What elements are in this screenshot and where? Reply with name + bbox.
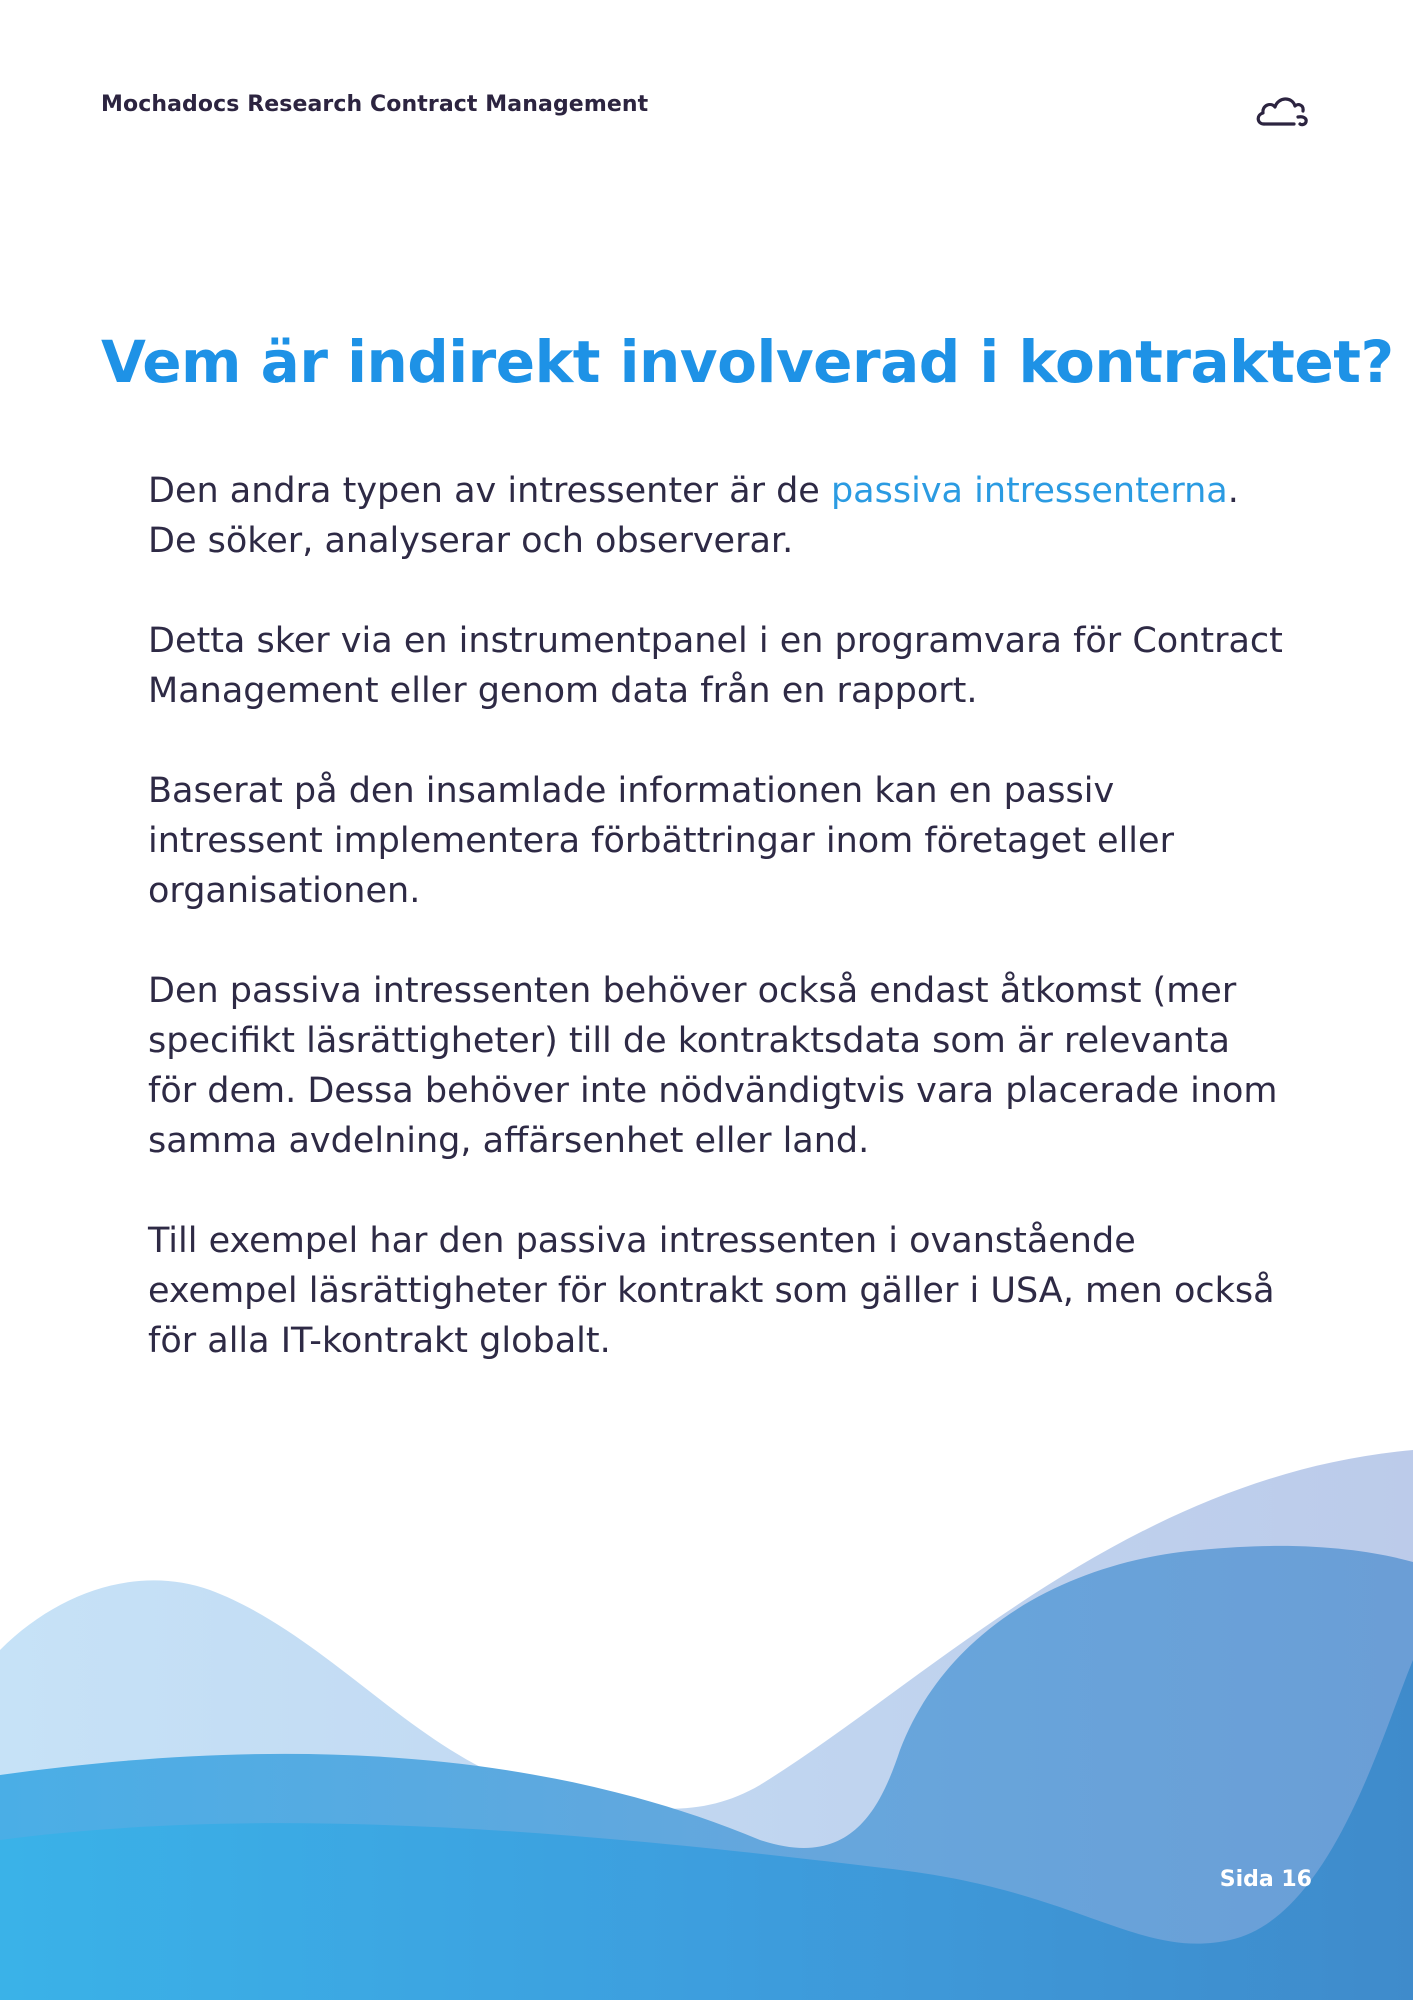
header-title: Mochadocs Research Contract Management [101,92,649,117]
paragraph-4: Den passiva intressenten behöver också endast åtkomst (mer specifikt läsrättigheter) till de kontraktsdata som är relevanta för dem. Dessa behöver inte nödvändigtvis vara placerade inom samma avdelning, affärsenhet eller land. [148,971,1278,1161]
page-heading: Vem är indirekt involverad i kontraktet? [101,328,1394,396]
paragraph-3: Baserat på den insamlade informationen kan en passiv intressent implementera förbättringar inom företaget eller organisationen. [148,771,1174,911]
body-text [148,466,1288,1416]
paragraph-1 [148,466,1288,566]
passive-stakeholders-link: passiva intressenterna [830,471,1228,511]
paragraph-1-end: . De söker, analyserar och observerar. [148,471,1239,561]
paragraph-1-start: Den andra typen av intressenter är de [148,471,831,511]
cloud-logo-icon [1254,90,1314,130]
paragraph-5: Till exempel har den passiva intressenten i ovanstående exempel läsrättigheter för kontrakt som gäller i USA, men också för alla IT-kontrakt globalt. [148,1221,1275,1361]
decorative-waves [0,1440,1413,2000]
page-number: Sida 16 [1219,1867,1312,1892]
paragraph-2: Detta sker via en instrumentpanel i en programvara för Contract Management eller genom data från en rapport. [148,621,1283,711]
